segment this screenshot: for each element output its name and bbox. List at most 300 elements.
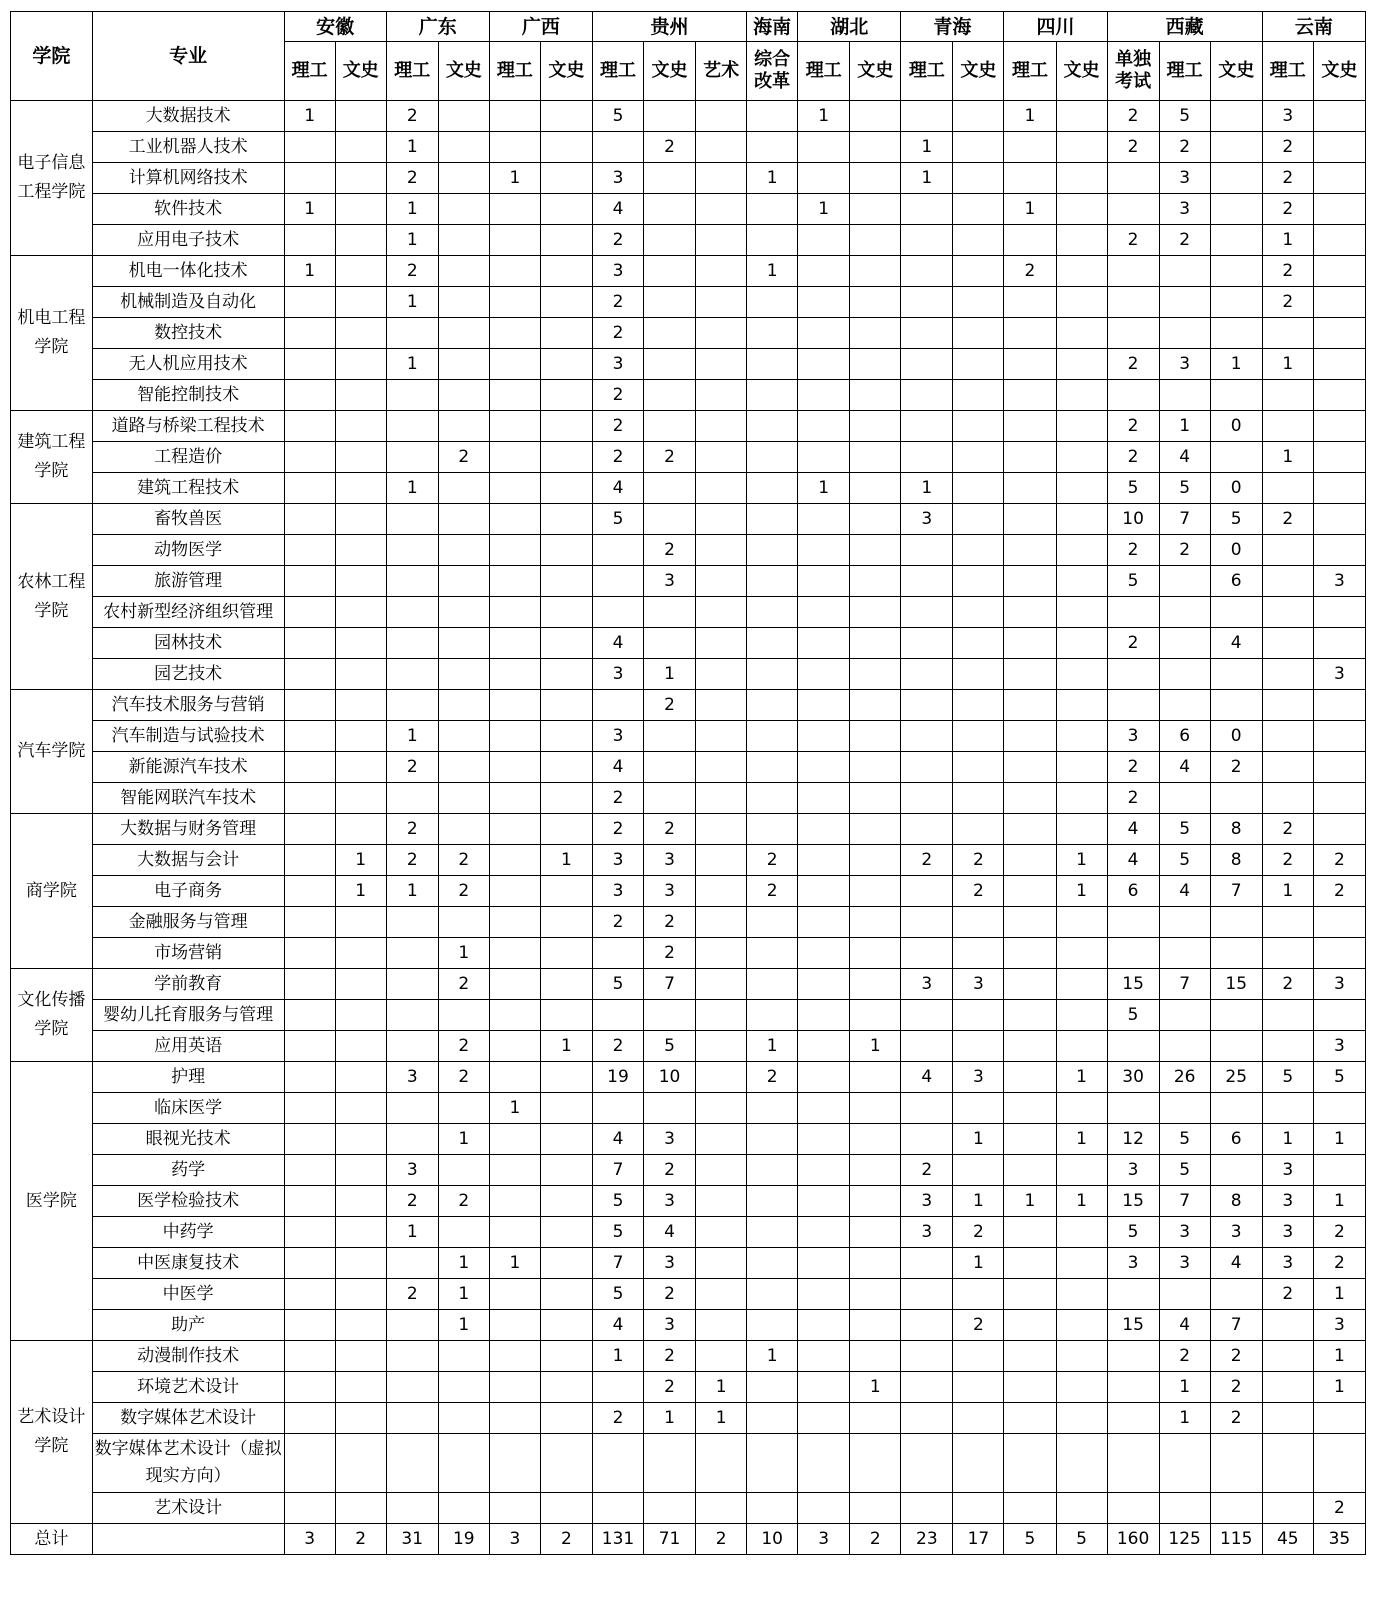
quota-cell: 1 [1004, 194, 1056, 225]
quota-cell [438, 783, 489, 814]
quota-cell [592, 535, 643, 566]
quota-cell [1004, 814, 1056, 845]
quota-cell [284, 1000, 335, 1031]
quota-cell [386, 783, 438, 814]
table-row [11, 349, 1366, 380]
quota-cell: 2 [953, 1310, 1004, 1341]
major-name: 园林技术 [92, 628, 284, 659]
quota-cell [1056, 1217, 1107, 1248]
total-cell: 31 [386, 1524, 438, 1555]
quota-cell [540, 1341, 592, 1372]
quota-cell [953, 690, 1004, 721]
quota-cell [1262, 690, 1313, 721]
quota-cell [953, 1000, 1004, 1031]
quota-cell [1262, 659, 1313, 690]
quota-cell [540, 1093, 592, 1124]
quota-cell: 2 [1107, 101, 1159, 132]
quota-cell [540, 1155, 592, 1186]
quota-cell: 5 [1107, 1000, 1159, 1031]
quota-cell [1056, 659, 1107, 690]
quota-cell [1262, 1434, 1313, 1493]
quota-cell [696, 101, 747, 132]
quota-cell [953, 1434, 1004, 1493]
quota-cell [798, 1217, 850, 1248]
quota-cell [850, 442, 901, 473]
quota-cell [798, 1434, 850, 1493]
quota-cell [798, 1031, 850, 1062]
quota-cell: 3 [953, 969, 1004, 1000]
total-cell: 2 [540, 1524, 592, 1555]
quota-cell: 4 [1107, 814, 1159, 845]
quota-cell: 3 [901, 1186, 953, 1217]
quota-cell [644, 101, 696, 132]
quota-cell [438, 163, 489, 194]
quota-cell: 2 [1262, 969, 1313, 1000]
quota-cell [798, 1093, 850, 1124]
quota-cell [489, 225, 540, 256]
quota-cell [747, 783, 798, 814]
quota-cell [489, 814, 540, 845]
quota-cell [1056, 1279, 1107, 1310]
table-row [11, 1493, 1366, 1524]
quota-cell [1056, 1000, 1107, 1031]
quota-cell [1056, 194, 1107, 225]
quota-cell [438, 721, 489, 752]
quota-cell [1107, 1434, 1159, 1493]
quota-cell: 1 [438, 1310, 489, 1341]
quota-cell [747, 1403, 798, 1434]
quota-cell [540, 1124, 592, 1155]
quota-cell [747, 969, 798, 1000]
quota-cell [1004, 1155, 1056, 1186]
quota-cell: 1 [1313, 1279, 1365, 1310]
province-header: 云南 [1262, 12, 1365, 42]
quota-cell [284, 535, 335, 566]
quota-cell [644, 380, 696, 411]
quota-cell [284, 473, 335, 504]
quota-cell: 3 [644, 1124, 696, 1155]
quota-cell [489, 473, 540, 504]
quota-cell [1056, 349, 1107, 380]
quota-cell [1313, 101, 1365, 132]
quota-cell [953, 101, 1004, 132]
quota-cell [1262, 566, 1313, 597]
quota-cell [1107, 318, 1159, 349]
table-row [11, 845, 1366, 876]
quota-cell [1004, 969, 1056, 1000]
quota-cell [335, 566, 386, 597]
province-header: 西藏 [1107, 12, 1262, 42]
quota-cell [1313, 535, 1365, 566]
quota-cell [696, 132, 747, 163]
quota-cell [386, 1248, 438, 1279]
quota-cell [953, 814, 1004, 845]
quota-cell [386, 1310, 438, 1341]
quota-cell: 2 [592, 287, 643, 318]
quota-cell: 4 [592, 1310, 643, 1341]
quota-cell [284, 876, 335, 907]
quota-cell [489, 287, 540, 318]
quota-cell [1313, 938, 1365, 969]
quota-cell [747, 535, 798, 566]
quota-cell: 4 [1159, 876, 1210, 907]
quota-cell [1004, 1434, 1056, 1493]
quota-cell [1159, 380, 1210, 411]
quota-cell [901, 1310, 953, 1341]
quota-cell [953, 1372, 1004, 1403]
college-name: 艺术设计学院 [11, 1341, 93, 1524]
table-row [11, 597, 1366, 628]
quota-cell [386, 1031, 438, 1062]
quota-cell [953, 1031, 1004, 1062]
quota-cell [1313, 256, 1365, 287]
quota-cell: 3 [592, 349, 643, 380]
quota-cell: 2 [438, 845, 489, 876]
quota-cell [644, 411, 696, 442]
quota-cell [747, 225, 798, 256]
quota-cell [1159, 597, 1210, 628]
table-header [11, 12, 1366, 101]
quota-cell [644, 1493, 696, 1524]
quota-cell [540, 969, 592, 1000]
total-cell: 10 [747, 1524, 798, 1555]
quota-cell [644, 225, 696, 256]
quota-cell: 15 [1107, 969, 1159, 1000]
quota-cell [592, 1434, 643, 1493]
major-name: 学前教育 [92, 969, 284, 1000]
category-header: 理工 [284, 42, 335, 101]
category-header: 理工 [489, 42, 540, 101]
quota-cell [284, 318, 335, 349]
quota-cell [540, 1248, 592, 1279]
quota-cell [850, 1341, 901, 1372]
quota-cell [284, 411, 335, 442]
quota-cell [901, 318, 953, 349]
quota-cell [386, 1341, 438, 1372]
quota-cell [1210, 163, 1262, 194]
table-row [11, 194, 1366, 225]
quota-cell [540, 442, 592, 473]
quota-cell [850, 132, 901, 163]
quota-cell [850, 163, 901, 194]
quota-cell [850, 721, 901, 752]
quota-cell [335, 907, 386, 938]
quota-cell [489, 349, 540, 380]
table-row [11, 1062, 1366, 1093]
total-cell: 115 [1210, 1524, 1262, 1555]
quota-cell [438, 473, 489, 504]
quota-cell [953, 411, 1004, 442]
quota-cell [1262, 473, 1313, 504]
quota-cell [644, 256, 696, 287]
major-name: 道路与桥梁工程技术 [92, 411, 284, 442]
quota-cell [850, 566, 901, 597]
quota-cell: 1 [284, 256, 335, 287]
quota-cell [1210, 442, 1262, 473]
quota-cell [1313, 1093, 1365, 1124]
quota-cell [850, 1248, 901, 1279]
quota-cell [489, 442, 540, 473]
quota-cell [953, 628, 1004, 659]
quota-cell [489, 535, 540, 566]
quota-cell [284, 442, 335, 473]
quota-cell [901, 721, 953, 752]
quota-cell [438, 504, 489, 535]
quota-cell [1056, 504, 1107, 535]
quota-cell [284, 1062, 335, 1093]
quota-cell: 2 [1313, 1248, 1365, 1279]
quota-cell [850, 783, 901, 814]
quota-cell: 2 [1107, 132, 1159, 163]
quota-cell: 1 [386, 225, 438, 256]
major-name: 软件技术 [92, 194, 284, 225]
quota-cell: 1 [696, 1372, 747, 1403]
major-name: 艺术设计 [92, 1493, 284, 1524]
quota-cell [592, 1493, 643, 1524]
quota-cell: 2 [386, 752, 438, 783]
quota-cell [953, 1155, 1004, 1186]
quota-cell [850, 1093, 901, 1124]
quota-cell [953, 659, 1004, 690]
quota-cell [284, 1031, 335, 1062]
quota-cell [335, 380, 386, 411]
quota-cell [540, 1062, 592, 1093]
quota-cell [798, 938, 850, 969]
quota-cell [540, 566, 592, 597]
quota-cell [1004, 721, 1056, 752]
quota-cell [1262, 1000, 1313, 1031]
quota-cell [489, 566, 540, 597]
quota-cell [696, 442, 747, 473]
enrollment-plan-table [10, 11, 1366, 1555]
quota-cell: 1 [592, 1341, 643, 1372]
quota-cell: 2 [1262, 256, 1313, 287]
quota-cell [696, 938, 747, 969]
quota-cell: 1 [747, 1341, 798, 1372]
quota-cell: 2 [747, 1062, 798, 1093]
quota-cell: 3 [644, 845, 696, 876]
quota-cell [1004, 938, 1056, 969]
quota-cell [798, 1186, 850, 1217]
quota-cell [1107, 287, 1159, 318]
quota-cell: 2 [644, 690, 696, 721]
quota-cell [284, 690, 335, 721]
quota-cell [489, 1124, 540, 1155]
quota-cell [540, 318, 592, 349]
quota-cell [335, 256, 386, 287]
quota-cell [1159, 783, 1210, 814]
quota-cell [540, 752, 592, 783]
quota-cell [1056, 1372, 1107, 1403]
quota-cell [953, 938, 1004, 969]
quota-cell: 1 [747, 163, 798, 194]
quota-cell: 4 [1210, 628, 1262, 659]
quota-cell [696, 969, 747, 1000]
quota-cell [386, 659, 438, 690]
quota-cell [696, 411, 747, 442]
quota-cell [850, 411, 901, 442]
quota-cell [1159, 690, 1210, 721]
major-name: 市场营销 [92, 938, 284, 969]
quota-cell [798, 1124, 850, 1155]
major-name: 畜牧兽医 [92, 504, 284, 535]
quota-cell: 2 [1313, 876, 1365, 907]
quota-cell [747, 1372, 798, 1403]
quota-cell [850, 597, 901, 628]
table-row [11, 690, 1366, 721]
quota-cell: 4 [1159, 442, 1210, 473]
quota-cell: 2 [1210, 752, 1262, 783]
quota-cell: 3 [1107, 1248, 1159, 1279]
major-name: 医学检验技术 [92, 1186, 284, 1217]
major-name: 药学 [92, 1155, 284, 1186]
quota-cell [284, 938, 335, 969]
province-header: 广东 [386, 12, 489, 42]
quota-cell [1313, 225, 1365, 256]
quota-cell [696, 752, 747, 783]
quota-cell [489, 101, 540, 132]
quota-cell [438, 1093, 489, 1124]
quota-cell [1262, 1403, 1313, 1434]
total-cell: 3 [284, 1524, 335, 1555]
quota-cell [1004, 597, 1056, 628]
quota-cell [798, 969, 850, 1000]
quota-cell [1004, 473, 1056, 504]
quota-cell [335, 1248, 386, 1279]
quota-cell [1056, 690, 1107, 721]
quota-cell: 1 [1313, 1186, 1365, 1217]
quota-cell [1210, 1155, 1262, 1186]
quota-cell: 1 [1004, 1186, 1056, 1217]
quota-cell: 1 [953, 1186, 1004, 1217]
quota-cell [489, 1031, 540, 1062]
major-name: 中医学 [92, 1279, 284, 1310]
quota-cell: 1 [335, 845, 386, 876]
major-name: 环境艺术设计 [92, 1372, 284, 1403]
quota-cell [1262, 783, 1313, 814]
quota-cell: 4 [1159, 752, 1210, 783]
quota-cell [696, 876, 747, 907]
quota-cell [798, 814, 850, 845]
quota-cell [540, 1000, 592, 1031]
quota-cell [335, 349, 386, 380]
quota-cell [489, 752, 540, 783]
quota-cell: 5 [592, 1279, 643, 1310]
quota-cell [1056, 1093, 1107, 1124]
category-header: 文史 [335, 42, 386, 101]
quota-cell: 5 [592, 969, 643, 1000]
quota-cell [540, 597, 592, 628]
quota-cell [540, 1434, 592, 1493]
quota-cell [335, 1310, 386, 1341]
quota-cell [438, 752, 489, 783]
quota-cell [335, 1062, 386, 1093]
quota-cell: 1 [1210, 349, 1262, 380]
quota-cell: 1 [644, 1403, 696, 1434]
quota-cell: 2 [1159, 535, 1210, 566]
quota-cell [901, 1248, 953, 1279]
quota-cell [540, 783, 592, 814]
quota-cell [953, 163, 1004, 194]
quota-cell [1262, 752, 1313, 783]
quota-cell: 2 [953, 1217, 1004, 1248]
quota-cell [438, 659, 489, 690]
quota-cell [386, 1493, 438, 1524]
table-row [11, 380, 1366, 411]
quota-cell [1056, 318, 1107, 349]
quota-cell [696, 1186, 747, 1217]
quota-cell [489, 597, 540, 628]
quota-cell [1056, 907, 1107, 938]
total-cell: 131 [592, 1524, 643, 1555]
quota-cell [1262, 597, 1313, 628]
quota-cell [798, 1493, 850, 1524]
quota-cell: 4 [592, 194, 643, 225]
quota-cell [798, 659, 850, 690]
quota-cell: 2 [592, 783, 643, 814]
quota-cell [386, 442, 438, 473]
quota-cell [953, 566, 1004, 597]
quota-cell [1056, 535, 1107, 566]
table-row [11, 783, 1366, 814]
table-row [11, 938, 1366, 969]
quota-cell [540, 1279, 592, 1310]
quota-cell [1004, 287, 1056, 318]
quota-cell [438, 225, 489, 256]
quota-cell [335, 752, 386, 783]
quota-cell [1004, 1217, 1056, 1248]
quota-cell [850, 1062, 901, 1093]
quota-cell [335, 1493, 386, 1524]
quota-cell [1004, 1000, 1056, 1031]
quota-cell [592, 690, 643, 721]
quota-cell [335, 101, 386, 132]
college-name: 电子信息工程学院 [11, 101, 93, 256]
quota-cell [1004, 163, 1056, 194]
quota-cell [1107, 194, 1159, 225]
quota-cell [953, 597, 1004, 628]
quota-cell: 2 [901, 845, 953, 876]
quota-cell [901, 1403, 953, 1434]
table-row [11, 1124, 1366, 1155]
quota-cell: 1 [386, 721, 438, 752]
quota-cell [284, 628, 335, 659]
quota-cell [284, 907, 335, 938]
table-row [11, 1279, 1366, 1310]
quota-cell [438, 1155, 489, 1186]
quota-cell [1056, 721, 1107, 752]
quota-cell: 3 [644, 1186, 696, 1217]
quota-cell [335, 721, 386, 752]
quota-cell [747, 690, 798, 721]
quota-cell: 3 [1313, 1310, 1365, 1341]
quota-cell [798, 225, 850, 256]
quota-cell [489, 721, 540, 752]
quota-cell [696, 473, 747, 504]
quota-cell [901, 659, 953, 690]
province-header: 安徽 [284, 12, 386, 42]
category-header: 理工 [798, 42, 850, 101]
quota-cell: 1 [953, 1248, 1004, 1279]
quota-cell [696, 659, 747, 690]
college-name: 商学院 [11, 814, 93, 969]
quota-cell [953, 380, 1004, 411]
quota-cell [386, 1000, 438, 1031]
quota-cell [798, 163, 850, 194]
quota-cell [644, 504, 696, 535]
quota-cell: 4 [1107, 845, 1159, 876]
quota-cell [540, 721, 592, 752]
